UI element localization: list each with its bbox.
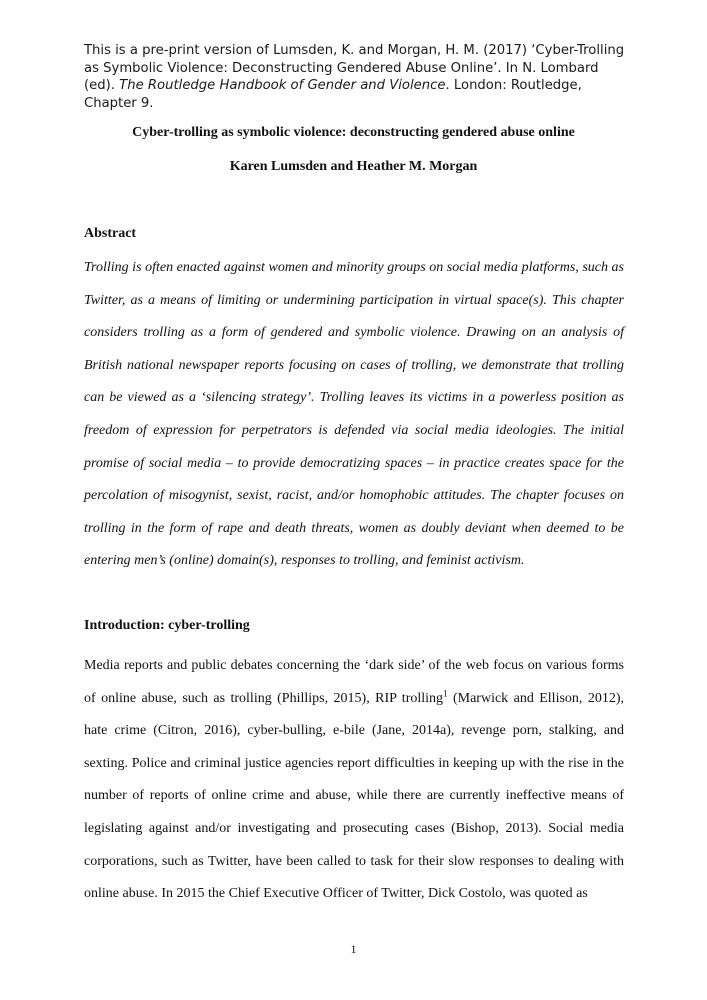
preprint-lead: This is a pre-print version of Lumsden, K. and Morgan, H. M. (2017) ‘Cyber-Trolling as Symbolic Violence: Deconstructing Gendered Abuse Online’. In N. Lombard (ed). xyxy=(84,43,625,93)
footnote-marker: 1 xyxy=(443,687,448,698)
paper-authors: Karen Lumsden and Heather M. Morgan xyxy=(229,159,478,174)
abstract-text: Trolling is often enacted against women and minority groups on social media platforms, such as Twitter, as a means of limiting or undermining participation in virtual space(s). This chapter considers trolling as a form of gendered and symbolic violence. Drawing on an analysis of British national newspaper reports focusing on cases of trolling, we demonstrate that trolling can be viewed as a ‘silencing strategy’. Trolling leaves its victims in a powerless position as freedom of expression for perpetrators is defended via social media ideologies. The initial promise of social media – to provide democratizing spaces – in practice creates space for the percolation of misogynist, sexist, racist, and/or homophobic attitudes. The chapter focuses on trolling in the form of rape and death threats, women as doubly deviant when deemed to be entering men’s (online) domain(s), responses to trolling, and feminist activism. xyxy=(84,260,624,569)
introduction-text-part1: Media reports and public debates concerning the ‘dark side’ of the web focus on various forms of online abuse, such as trolling (Phillips, 2015), RIP trolling xyxy=(84,658,624,706)
introduction-heading: Introduction: cyber-trolling xyxy=(84,618,250,633)
book-title: The Routledge Handbook of Gender and Violence xyxy=(119,78,446,93)
preprint-tail: . London: Routledge, Chapter 9. xyxy=(84,78,582,111)
introduction-text-part2: (Marwick and Ellison, 2012), hate crime (Citron, 2016), cyber-bulling, e-bile (Jane, 2014a), revenge porn, stalking, and sexting. Police and criminal justice agencies report difficulties in keeping up with the rise in the number of reports of online crime and abuse, while there are currently ineffective means of legislating against and/or investigating and prosecuting cases (Bishop, 2013). Social media corporations, such as Twitter, have been called to task for their slow responses to dealing with online abuse. In 2015 the Chief Executive Officer of Twitter, Dick Costolo, was quoted as xyxy=(84,690,625,902)
abstract-heading: Abstract xyxy=(84,226,137,241)
introduction-text xyxy=(84,650,624,911)
page-number: 1 xyxy=(350,942,357,956)
preprint-notice xyxy=(84,42,629,112)
paper-title: Cyber-trolling as symbolic violence: deconstructing gendered abuse online xyxy=(132,125,575,140)
